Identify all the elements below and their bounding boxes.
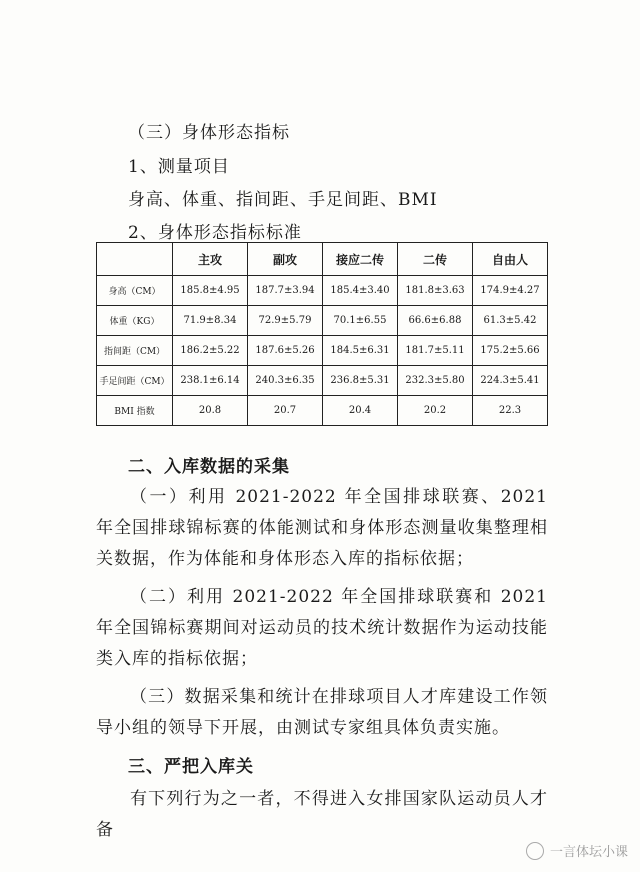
row-label: BMI 指数 (97, 396, 173, 426)
table-cell: 236.8±5.31 (323, 366, 398, 396)
table-cell: 175.2±5.66 (473, 336, 548, 366)
table-cell: 186.2±5.22 (173, 336, 248, 366)
watermark-logo-icon (526, 842, 544, 860)
subheading-standards: 2、身体形态指标标准 (128, 223, 302, 243)
row-label: 手足间距（CM） (97, 366, 173, 396)
section-heading-data-collection: 二、入库数据的采集 (128, 457, 290, 477)
section-heading-body-shape: （三）身体形态指标 (128, 123, 290, 143)
section-heading-strict-entry: 三、严把入库关 (128, 757, 254, 777)
table-header-cell: 副攻 (248, 243, 323, 276)
table-header-cell: 主攻 (173, 243, 248, 276)
row-label: 身高（CM） (97, 276, 173, 306)
table-cell: 181.8±3.63 (398, 276, 473, 306)
table-header-cell: 接应二传 (323, 243, 398, 276)
table-row (97, 396, 548, 426)
table-cell: 70.1±6.55 (323, 306, 398, 336)
table-cell: 181.7±5.11 (398, 336, 473, 366)
watermark-text: 一言体坛小课 (549, 845, 628, 860)
table-cell: 187.6±5.26 (248, 336, 323, 366)
paragraph-strict-entry: 有下列行为之一者，不得进入女排国家队运动员人才备 (96, 789, 548, 840)
table-row (97, 366, 548, 396)
measurement-items-list: 身高、体重、指间距、手足间距、BMI (128, 190, 438, 210)
table-cell: 232.3±5.80 (398, 366, 473, 396)
row-label: 指间距（CM） (97, 336, 173, 366)
table-cell: 20.7 (248, 396, 323, 426)
table-cell: 61.3±5.42 (473, 306, 548, 336)
table-cell: 187.7±3.94 (248, 276, 323, 306)
table-cell: 238.1±6.14 (173, 366, 248, 396)
source-watermark (526, 841, 628, 860)
paragraph-collection-2: （二）利用 2021-2022 年全国排球联赛和 2021 年全国锦标赛期间对运动员的技术统计数据作为运动技能类入库的指标依据； (96, 587, 548, 669)
table-row (97, 276, 548, 306)
row-label: 体重（KG） (97, 306, 173, 336)
table-cell: 71.9±8.34 (173, 306, 248, 336)
table-cell: 240.3±6.35 (248, 366, 323, 396)
table-row (97, 336, 548, 366)
table-header-row (97, 243, 548, 276)
paragraph-collection-1: （一）利用 2021-2022 年全国排球联赛、2021 年全国排球锦标赛的体能测试和身体形态测量收集整理相关数据，作为体能和身体形态入库的指标依据； (96, 487, 548, 569)
table-cell: 185.4±3.40 (323, 276, 398, 306)
table-header-cell: 二传 (398, 243, 473, 276)
table-cell: 184.5±6.31 (323, 336, 398, 366)
table-cell: 22.3 (473, 396, 548, 426)
table-row (97, 306, 548, 336)
table-cell: 224.3±5.41 (473, 366, 548, 396)
body-shape-standards-table (96, 242, 548, 426)
table-cell: 20.2 (398, 396, 473, 426)
table-cell: 66.6±6.88 (398, 306, 473, 336)
paragraph-collection-3: （三）数据采集和统计在排球项目人才库建设工作领导小组的领导下开展，由测试专家组具体负责实施。 (96, 687, 548, 738)
table-cell: 72.9±5.79 (248, 306, 323, 336)
table-cell: 174.9±4.27 (473, 276, 548, 306)
table-header-cell (97, 243, 173, 276)
table-cell: 185.8±4.95 (173, 276, 248, 306)
table-cell: 20.4 (323, 396, 398, 426)
table-header-cell: 自由人 (473, 243, 548, 276)
table-cell: 20.8 (173, 396, 248, 426)
subheading-measurement-items: 1、测量项目 (128, 157, 230, 177)
